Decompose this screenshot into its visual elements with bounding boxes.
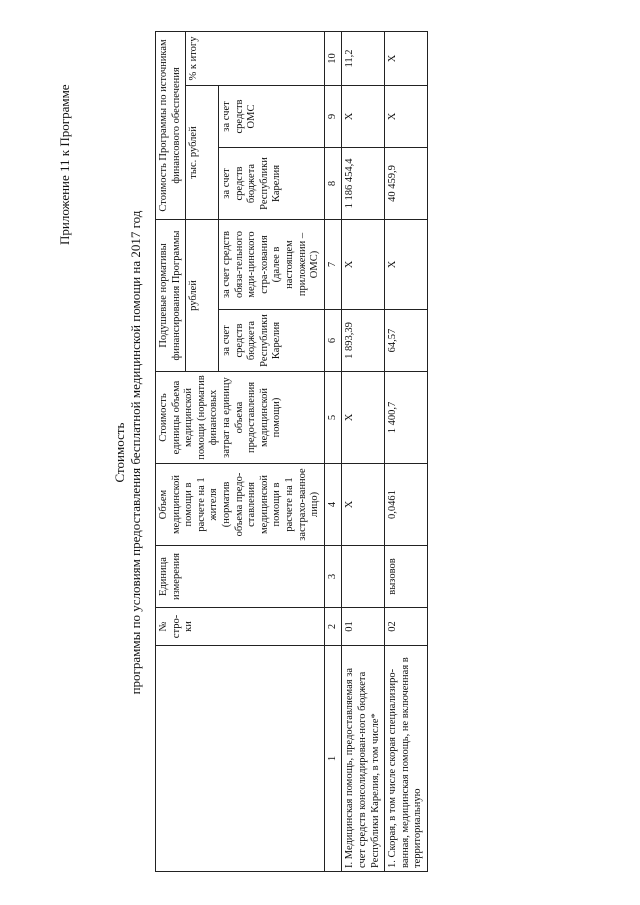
header-unit: Единица измерения [156,546,325,608]
column-number: 8 [324,147,342,219]
header-row-label [156,646,325,872]
row-cost-oms: X [385,85,428,147]
header-volume: Объем медицинской помощи в расчете на 1 жителя (норматив объема предо-ставления медицинской помощи в расчете на 1 застрахо-ванное лицо) [156,464,325,546]
row-unit [342,546,385,608]
column-number: 7 [324,219,342,309]
table-row [342,31,385,871]
row-per-capita-budget: 1 893,39 [342,310,385,372]
table-row [385,31,428,871]
row-cost-oms: X [342,85,385,147]
column-number: 6 [324,310,342,372]
column-number: 10 [324,31,342,85]
header-cost-budget: за счет средств бюджета Республики Карелия [218,147,324,219]
appendix-label: Приложение 11 к Программе [57,84,72,245]
header-per-capita-unit: рублей [186,219,219,371]
row-line-number: 02 [385,608,428,646]
row-unit-cost: 1 400,7 [385,372,428,464]
row-per-capita-budget: 64,57 [385,310,428,372]
header-cost-unit: тыс. рублей [186,85,219,219]
cost-table [155,31,428,872]
document-subtitle: программы по условиям предоставления бесплатной медицинской помощи на 2017 год [128,210,143,695]
header-percent: % к итогу [186,31,325,85]
row-unit: вызовов [385,546,428,608]
row-volume: 0,0461 [385,464,428,546]
column-number: 1 [324,646,342,872]
document-title: Стоимость [112,422,127,483]
header-per-capita-budget: за счет средств бюджета Республики Карелия [218,310,324,372]
row-cost-budget: 40 459,9 [385,147,428,219]
header-cost: Стоимость Программы по источникам финансового обеспечения [156,31,186,219]
row-line-number: 01 [342,608,385,646]
header-unit-cost: Стоимость единицы объема медицинской помощи (норматив финансовых затрат на единицу объема предоставления медицинской помощи) [156,372,325,464]
row-per-capita-oms: X [342,219,385,309]
row-cost-budget: 1 186 454,4 [342,147,385,219]
row-percent: X [385,31,428,85]
header-per-capita: Подушевые нормативы финансирования Программы [156,219,186,371]
header-line-number: № стро-ки [156,608,325,646]
column-number: 3 [324,546,342,608]
column-number-row [324,31,342,871]
column-number: 5 [324,372,342,464]
row-volume: X [342,464,385,546]
column-number: 9 [324,85,342,147]
row-percent: 11,2 [342,31,385,85]
header-per-capita-oms: за счет средств обяза-тельного меди-цинского стра-хования (далее в настоящем приложении – ОМС) [218,219,324,309]
row-unit-cost: X [342,372,385,464]
row-per-capita-oms: X [385,219,428,309]
row-label: 1. Скорая, в том числе скорая специализиро-ванная, медицинская помощь, не включенная в территориальную [385,646,428,872]
column-number: 4 [324,464,342,546]
header-cost-oms: за счет средств ОМС [218,85,324,147]
header-row-1 [156,31,186,871]
row-label: I. Медицинская помощь, предоставляемая за счет средств консолидирован-ного бюджета Республики Карелия, в том числе* [342,646,385,872]
column-number: 2 [324,608,342,646]
